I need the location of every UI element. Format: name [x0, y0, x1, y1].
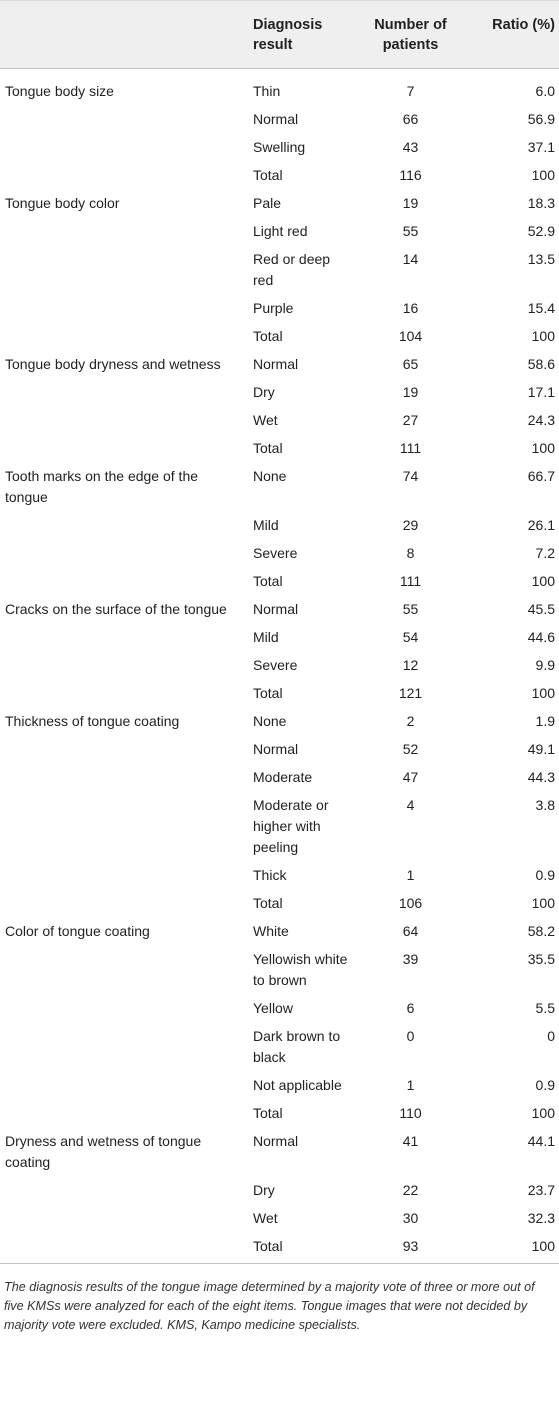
patient-count-cell: 27 [402, 412, 419, 428]
diagnosis-result-cell: Total [253, 167, 283, 183]
item-cell-empty [0, 735, 247, 763]
table-row [0, 189, 559, 217]
table-row [0, 511, 559, 539]
patient-count-cell: 19 [402, 384, 419, 400]
ratio-cell: 100 [531, 685, 555, 701]
patient-count-cell: 116 [399, 167, 422, 183]
table-row [0, 69, 559, 106]
patient-count-cell: 16 [402, 300, 419, 316]
item-cell-empty [0, 217, 247, 245]
diagnosis-result-cell: None [253, 713, 287, 729]
ratio-cell: 0 [547, 1028, 555, 1044]
item-cell-empty [0, 1204, 247, 1232]
ratio-cell: 56.9 [527, 111, 555, 127]
item-cell-empty [0, 322, 247, 350]
table-row [0, 1022, 559, 1071]
table-footnote: The diagnosis results of the tongue image determined by a majority vote of three or more out of five KMSs were analyzed for each of the eight items. Tongue images that were not decided by majority vote were excluded. KMS, Kampo medicine specialists. [4, 1280, 535, 1332]
diagnosis-result-cell: Total [253, 1105, 283, 1121]
item-cell-empty [0, 294, 247, 322]
ratio-cell: 35.5 [527, 951, 555, 967]
ratio-cell: 100 [531, 440, 555, 456]
patient-count-cell: 47 [402, 769, 419, 785]
item-name: Tongue body dryness and wetness [5, 356, 221, 372]
table-row [0, 378, 559, 406]
item-cell-empty [0, 567, 247, 595]
ratio-cell: 49.1 [527, 741, 555, 757]
table-row [0, 462, 559, 511]
item-cell-empty [0, 1099, 247, 1127]
patient-count-cell: 1 [406, 867, 415, 883]
table-row [0, 917, 559, 945]
ratio-cell: 100 [531, 573, 555, 589]
patient-count-cell: 110 [399, 1105, 422, 1121]
table-row [0, 651, 559, 679]
diagnosis-result-cell: Light red [253, 223, 308, 239]
ratio-cell: 13.5 [527, 251, 555, 267]
diagnosis-result-cell: Severe [253, 545, 298, 561]
header-diagnosis-result: Diagnosis result [247, 1, 357, 69]
diagnosis-result-cell: Pale [253, 195, 282, 211]
item-cell-empty [0, 1176, 247, 1204]
item-cell-empty [0, 791, 247, 861]
item-name: Tongue body color [5, 195, 120, 211]
patient-count-cell: 111 [399, 440, 422, 456]
item-name: Cracks on the surface of the tongue [5, 601, 227, 617]
table-row [0, 350, 559, 378]
diagnosis-result-cell: Swelling [253, 139, 306, 155]
item-cell-empty [0, 245, 247, 294]
table-row [0, 294, 559, 322]
ratio-cell: 7.2 [535, 545, 555, 561]
table-row [0, 1071, 559, 1099]
table-row [0, 539, 559, 567]
diagnosis-result-cell: Dark brown to black [253, 1028, 341, 1065]
patient-count-cell: 54 [402, 629, 419, 645]
header-number-of-patients: Number of patients [357, 1, 464, 69]
diagnosis-result-cell: Normal [253, 356, 299, 372]
table-row [0, 861, 559, 889]
table-row [0, 994, 559, 1022]
item-cell-empty [0, 378, 247, 406]
item-cell-empty [0, 1071, 247, 1099]
item-cell-empty [0, 623, 247, 651]
diagnosis-result-cell: None [253, 468, 287, 484]
patient-count-cell: 104 [398, 328, 423, 344]
table-row [0, 133, 559, 161]
patient-count-cell: 14 [402, 251, 419, 267]
table-row [0, 434, 559, 462]
table-row [0, 595, 559, 623]
table-row [0, 1176, 559, 1204]
diagnosis-result-cell: Dry [253, 1182, 275, 1198]
patient-count-cell: 41 [402, 1133, 419, 1149]
item-cell-empty [0, 133, 247, 161]
ratio-cell: 100 [531, 328, 555, 344]
patient-count-cell: 121 [398, 685, 423, 701]
diagnosis-result-cell: Red or deep red [253, 251, 331, 288]
diagnosis-result-cell: Total [253, 685, 283, 701]
diagnosis-result-cell: Normal [253, 1133, 299, 1149]
diagnosis-result-cell: Total [253, 573, 283, 589]
patient-count-cell: 111 [399, 573, 422, 589]
patient-count-cell: 43 [402, 139, 419, 155]
table-row [0, 161, 559, 189]
table-row [0, 105, 559, 133]
table-row [0, 1204, 559, 1232]
table-row [0, 1232, 559, 1264]
diagnosis-result-cell: Total [247, 1232, 357, 1264]
table-row [0, 945, 559, 994]
item-cell-empty [0, 511, 247, 539]
item-cell-empty [0, 763, 247, 791]
patient-count-cell: 8 [406, 545, 415, 561]
patient-count-cell: 30 [402, 1210, 419, 1226]
patient-count-cell: 4 [406, 797, 415, 813]
ratio-cell: 6.0 [535, 83, 555, 99]
ratio-cell: 100 [531, 167, 555, 183]
table-row [0, 245, 559, 294]
table-row [0, 406, 559, 434]
item-cell-empty [0, 539, 247, 567]
item-cell-empty [0, 406, 247, 434]
diagnosis-result-cell: Total [253, 440, 283, 456]
ratio-cell: 0.9 [535, 867, 555, 883]
table-row [0, 623, 559, 651]
table-row [0, 217, 559, 245]
item-cell-empty [0, 105, 247, 133]
patient-count-cell: 64 [402, 923, 419, 939]
patient-count-cell: 55 [402, 223, 419, 239]
diagnosis-result-cell: Not applicable [253, 1077, 342, 1093]
item-name: Color of tongue coating [5, 923, 150, 939]
diagnosis-result-cell: White [253, 923, 289, 939]
ratio-cell: 26.1 [527, 517, 555, 533]
item-cell-empty [0, 161, 247, 189]
ratio-cell: 1.9 [535, 713, 555, 729]
patient-count-cell: 106 [398, 895, 423, 911]
diagnosis-result-cell: Purple [253, 300, 294, 316]
diagnosis-result-cell: Wet [253, 1210, 278, 1226]
diagnosis-result-cell: Total [253, 328, 283, 344]
ratio-cell: 37.1 [527, 139, 555, 155]
item-cell-empty [0, 1232, 247, 1264]
ratio-cell: 58.2 [527, 923, 555, 939]
item-name: Tongue body size [5, 83, 114, 99]
ratio-cell: 3.8 [535, 797, 555, 813]
ratio-cell: 0.9 [535, 1077, 555, 1093]
item-name: Tooth marks on the edge of the tongue [5, 468, 199, 505]
patient-count-cell: 1 [406, 1077, 415, 1093]
patient-count-cell: 6 [406, 1000, 415, 1016]
diagnosis-result-cell: Normal [253, 601, 299, 617]
ratio-cell: 23.7 [527, 1182, 555, 1198]
diagnosis-result-cell: Normal [253, 111, 299, 127]
patient-count-cell: 29 [402, 517, 419, 533]
ratio-cell: 5.5 [535, 1000, 555, 1016]
patient-count-cell: 93 [357, 1232, 464, 1264]
diagnosis-result-cell: Normal [253, 741, 299, 757]
table-row [0, 1099, 559, 1127]
table-row [0, 763, 559, 791]
diagnosis-result-cell: Moderate or higher with peeling [253, 797, 329, 855]
item-cell-empty [0, 1022, 247, 1071]
ratio-cell: 44.3 [527, 769, 555, 785]
ratio-cell: 66.7 [527, 468, 555, 484]
diagnosis-result-cell: Thick [253, 867, 287, 883]
ratio-cell: 100 [531, 895, 555, 911]
ratio-cell: 9.9 [535, 657, 555, 673]
item-cell-empty [0, 945, 247, 994]
ratio-cell: 45.5 [527, 601, 555, 617]
ratio-cell: 52.9 [527, 223, 555, 239]
ratio-cell: 44.1 [527, 1133, 555, 1149]
table-row [0, 1127, 559, 1176]
diagnosis-result-cell: Total [253, 895, 283, 911]
diagnosis-result-cell: Yellowish white to brown [253, 951, 348, 988]
ratio-cell: 100 [531, 1105, 555, 1121]
patient-count-cell: 65 [402, 356, 419, 372]
item-cell-empty [0, 889, 247, 917]
item-cell-empty [0, 434, 247, 462]
patient-count-cell: 74 [402, 468, 419, 484]
diagnosis-result-cell: Moderate [253, 769, 313, 785]
header-row [0, 1, 559, 69]
table-row [0, 735, 559, 763]
diagnosis-result-cell: Mild [253, 517, 279, 533]
patient-count-cell: 22 [402, 1182, 419, 1198]
patient-count-cell: 19 [402, 195, 419, 211]
ratio-cell: 44.6 [527, 629, 555, 645]
table-row [0, 322, 559, 350]
diagnosis-result-cell: Severe [253, 657, 298, 673]
patient-count-cell: 0 [406, 1028, 415, 1044]
patient-count-cell: 66 [402, 111, 419, 127]
item-name: Thickness of tongue coating [5, 713, 180, 729]
patient-count-cell: 12 [402, 657, 419, 673]
item-cell-empty [0, 679, 247, 707]
patient-count-cell: 39 [402, 951, 419, 967]
ratio-cell: 24.3 [527, 412, 555, 428]
ratio-cell: 17.1 [527, 384, 555, 400]
item-cell-empty [0, 651, 247, 679]
patient-count-cell: 52 [402, 741, 419, 757]
table-row [0, 889, 559, 917]
patient-count-cell: 2 [406, 713, 415, 729]
diagnosis-result-cell: Wet [253, 412, 278, 428]
item-name: Dryness and wetness of tongue coating [5, 1133, 202, 1170]
header-ratio: Ratio (%) [464, 1, 559, 69]
ratio-cell: 32.3 [527, 1210, 555, 1226]
table-body [0, 69, 559, 1264]
diagnosis-result-cell: Yellow [253, 1000, 293, 1016]
ratio-cell: 18.3 [527, 195, 555, 211]
diagnosis-result-cell: Dry [253, 384, 275, 400]
ratio-cell: 58.6 [527, 356, 555, 372]
patient-count-cell: 55 [402, 601, 419, 617]
table-row [0, 791, 559, 861]
header-item [0, 1, 247, 69]
table-row [0, 567, 559, 595]
item-cell-empty [0, 861, 247, 889]
patient-count-cell: 7 [406, 83, 415, 99]
table-header [0, 1, 559, 69]
diagnosis-result-cell: Mild [253, 629, 279, 645]
diagnosis-result-cell: Thin [253, 83, 281, 99]
ratio-cell: 100 [464, 1232, 559, 1264]
item-cell-empty [0, 994, 247, 1022]
ratio-cell: 15.4 [527, 300, 555, 316]
table-row [0, 679, 559, 707]
table-row [0, 707, 559, 735]
